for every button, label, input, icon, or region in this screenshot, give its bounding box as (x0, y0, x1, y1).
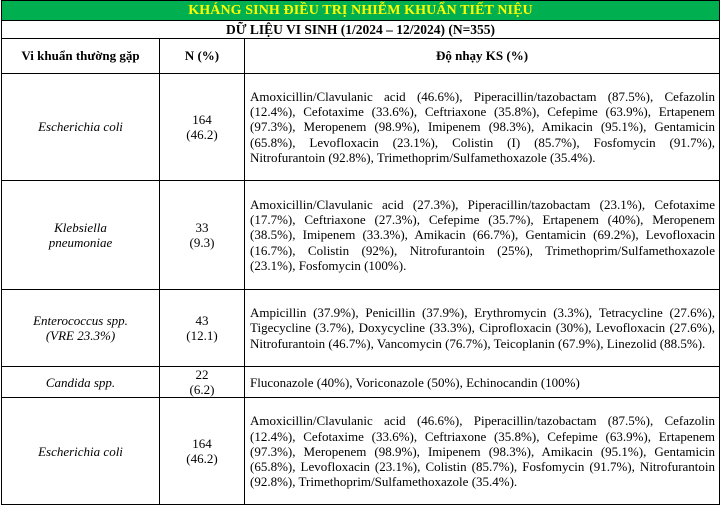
sensitivity-cell: Amoxicillin/Clavulanic acid (46.6%), Piperacillin/tazobactam (87.5%), Cefazolin (12.4%), Cefotaxime (33.6%), Ceftriaxone (35.8%), Cefepime (63.9%), Ertapenem (97.3%), Meropenem (98.9%), Imipenem (98.3%), Amikacin (95.1%), Gentamicin (65.8%), Levofloxacin (23.1%), Colistin (85.7%), Fosfomycin (91.7%), Nitrofurantoin (92.8%), Trimethoprim/Sulfamethoxazole (35.4%). (245, 398, 720, 505)
table-subtitle: DỮ LIỆU VI SINH (1/2024 – 12/2024) (N=355) (2, 21, 720, 39)
table-row (2, 367, 720, 398)
antibiotic-table (1, 0, 720, 505)
table-title: KHÁNG SINH ĐIỀU TRỊ NHIỄM KHUẨN TIẾT NIỆU (2, 1, 720, 21)
table-row (2, 290, 720, 367)
table-row (2, 74, 720, 181)
bacteria-cell: Klebsiella pneumoniae (2, 181, 160, 290)
header-bacteria: Vi khuẩn thường gặp (2, 39, 160, 74)
bacteria-cell: Escherichia coli (2, 398, 160, 505)
header-n: N (%) (160, 39, 245, 74)
bacteria-cell: Candida spp. (2, 367, 160, 398)
sensitivity-cell: Fluconazole (40%), Voriconazole (50%), Echinocandin (100%) (245, 367, 720, 398)
count-cell: 33 (9.3) (160, 181, 245, 290)
bacteria-cell: Enterococcus spp. (VRE 23.3%) (2, 290, 160, 367)
count-cell: 164 (46.2) (160, 74, 245, 181)
bacteria-cell: Escherichia coli (2, 74, 160, 181)
table-row (2, 181, 720, 290)
sensitivity-cell: Ampicillin (37.9%), Penicillin (37.9%), Erythromycin (3.3%), Tetracycline (27.6%), Tigecycline (3.7%), Doxycycline (33.3%), Ciprofloxacin (30%), Levofloxacin (27.6%), Nitrofurantoin (46.7%), Vancomycin (76.7%), Teicoplanin (67.9%), Linezolid (88.5%). (245, 290, 720, 367)
table-row (2, 398, 720, 505)
count-cell: 164 (46.2) (160, 398, 245, 505)
count-cell: 43 (12.1) (160, 290, 245, 367)
sensitivity-cell: Amoxicillin/Clavulanic acid (27.3%), Piperacillin/tazobactam (23.1%), Cefotaxime (17.7%), Ceftriaxone (27.3%), Cefepime (35.7%), Ertapenem (40%), Meropenem (38.5%), Imipenem (33.3%), Amikacin (66.7%), Gentamicin (69.2%), Levofloxacin (16.7%), Colistin (92%), Nitrofurantoin (25%), Trimethoprim/Sulfamethoxazole (23.1%), Fosfomycin (100%). (245, 181, 720, 290)
sensitivity-cell: Amoxicillin/Clavulanic acid (46.6%), Piperacillin/tazobactam (87.5%), Cefazolin (12.4%), Cefotaxime (33.6%), Ceftriaxone (35.8%), Cefepime (63.9%), Ertapenem (97.3%), Meropenem (98.9%), Imipenem (98.3%), Amikacin (95.1%), Gentamicin (65.8%), Levofloxacin (23.1%), Colistin (I) (85.7%), Fosfomycin (91.7%), Nitrofurantoin (92.8%), Trimethoprim/Sulfamethoxazole (35.4%). (245, 74, 720, 181)
count-cell: 22 (6.2) (160, 367, 245, 398)
header-sensitivity: Độ nhạy KS (%) (245, 39, 720, 74)
